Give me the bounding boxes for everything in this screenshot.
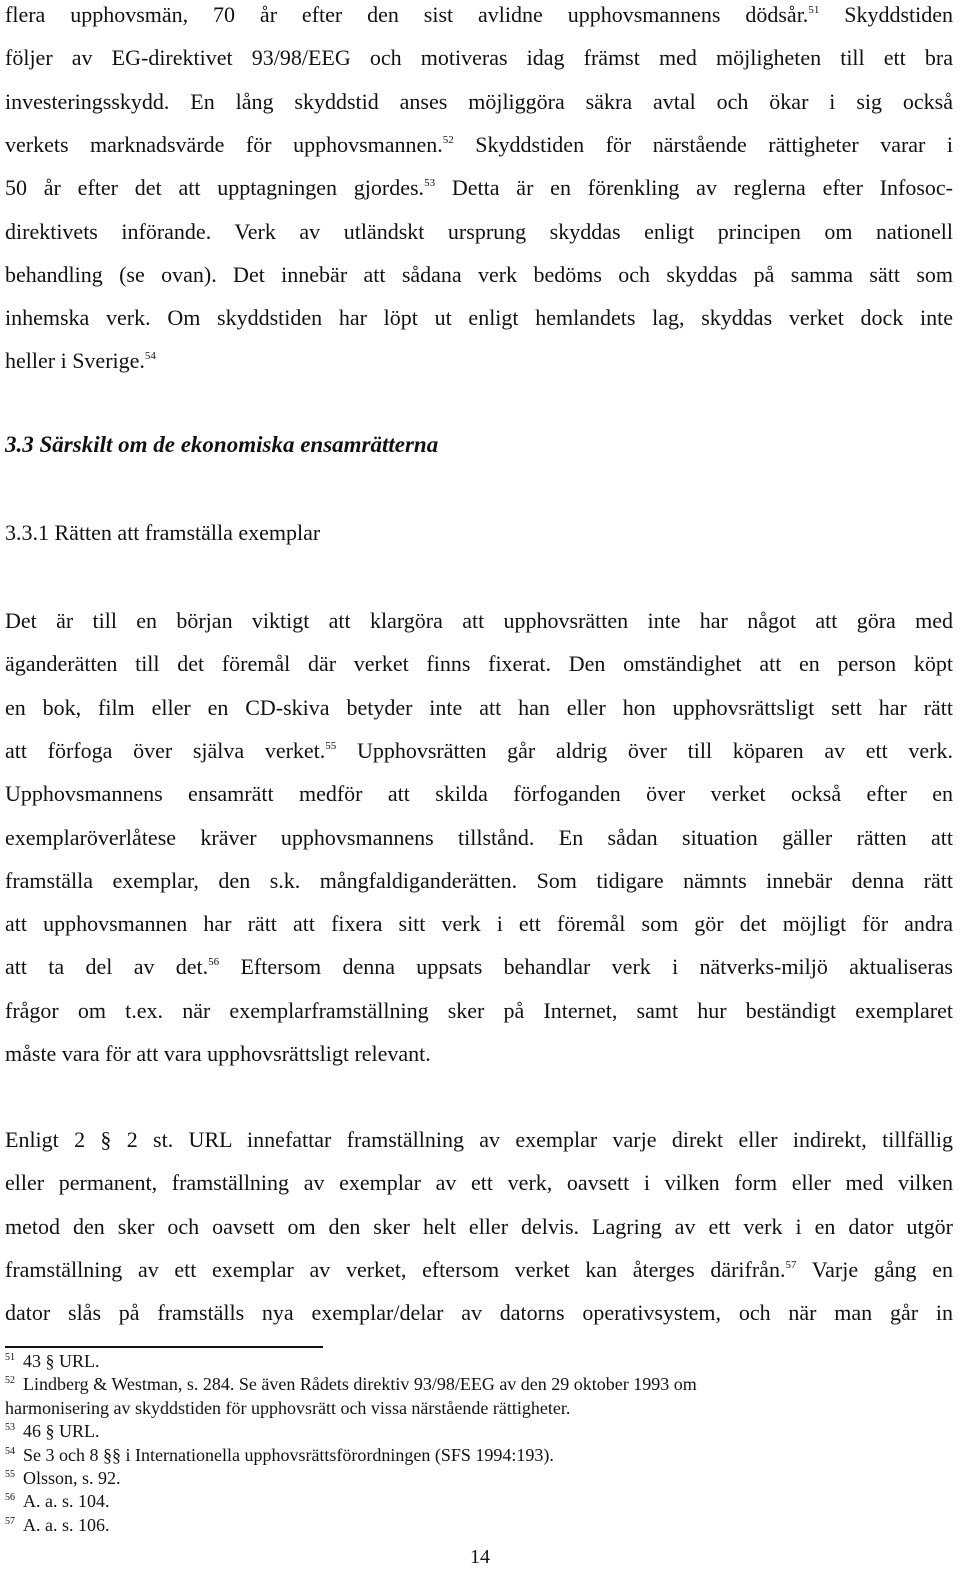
text-line bbox=[5, 911, 953, 937]
text-run: Skyddstiden för närstående rättigheter varar i bbox=[453, 131, 953, 157]
text-run: Eftersom denna uppsats behandlar verk i nätverks-miljö aktualiseras bbox=[219, 954, 953, 980]
footnote-text: A. a. s. 106. bbox=[23, 1514, 110, 1535]
footnote-number: 51 bbox=[5, 1352, 15, 1363]
footnote bbox=[5, 1373, 953, 1395]
text-line bbox=[5, 1214, 953, 1240]
footnote-ref: 55 bbox=[325, 739, 337, 752]
text-run: Upphovsrätten går aldrig över till köparen av ett verk. bbox=[336, 737, 953, 763]
footnote-text: Lindberg & Westman, s. 284. Se även Rådets direktiv 93/98/EEG av den 29 oktober 1993 om bbox=[23, 1374, 697, 1395]
text-run: dator slås på framställs nya exemplar/delar av datorns operativsystem, och när man går in bbox=[5, 1300, 953, 1326]
text-run: följer av EG-direktivet 93/98/EEG och motiveras idag främst med möjligheten till ett bra bbox=[5, 45, 953, 71]
footnote-ref: 52 bbox=[442, 133, 454, 146]
text-run: heller i Sverige. bbox=[5, 348, 145, 374]
footnote-number: 52 bbox=[5, 1375, 15, 1387]
footnote-number: 57 bbox=[5, 1515, 15, 1527]
text-run: äganderätten till det föremål där verket finns fixerat. Den omständighet att en person köpt bbox=[5, 651, 953, 677]
text-run: att förfoga över själva verket. bbox=[5, 737, 326, 763]
footnote-ref: 56 bbox=[208, 956, 220, 969]
page-number: 14 bbox=[470, 1546, 490, 1568]
text-line bbox=[5, 89, 953, 115]
text-line bbox=[5, 868, 953, 894]
text-run: framställning av ett exemplar av verket, eftersom verket kan återges därifrån. bbox=[5, 1256, 786, 1282]
footnote-number: 53 bbox=[5, 1422, 15, 1434]
footnote bbox=[5, 1397, 953, 1419]
text-line bbox=[5, 825, 953, 851]
text-run: behandling (se ovan). Det innebär att sådana verk bedöms och skyddas på samma sätt som bbox=[5, 261, 953, 287]
footnote bbox=[5, 1420, 953, 1442]
text-run: Enligt 2 § 2 st. URL innefattar framställning av exemplar varje direkt eller indirekt, tillfällig bbox=[5, 1127, 953, 1152]
text-run: att ta del av det. bbox=[5, 954, 209, 980]
footnote-number: 55 bbox=[5, 1469, 15, 1480]
footnote-ref: 54 bbox=[144, 350, 156, 363]
footnote bbox=[5, 1490, 953, 1512]
text-line bbox=[5, 608, 953, 634]
text-line bbox=[5, 348, 953, 374]
text-run: direktivets införande. Verk av utländskt ursprung skyddas enligt principen om nationell bbox=[5, 218, 953, 244]
text-run: Det är till en början viktigt att klargöra att upphovsrätten inte har något att göra med bbox=[5, 608, 953, 633]
subsection-heading: 3.3.1 Rätten att framställa exemplar bbox=[5, 520, 321, 545]
text-run: 50 år efter det att upptagningen gjordes. bbox=[5, 175, 425, 201]
footnote-text: harmonisering av skyddstiden för upphovsrätt och vissa närstående rättigheter. bbox=[5, 1397, 571, 1418]
text-line bbox=[5, 175, 953, 201]
text-line bbox=[5, 781, 953, 807]
text-run: Detta är en förenkling av reglerna efter Infosoc- bbox=[435, 175, 953, 201]
footnote-text: A. a. s. 104. bbox=[23, 1491, 110, 1512]
text-line bbox=[5, 1041, 953, 1067]
text-line bbox=[5, 132, 953, 158]
footnote-text: 46 § URL. bbox=[23, 1421, 100, 1442]
text-line bbox=[5, 651, 953, 677]
footnote bbox=[5, 1467, 953, 1489]
text-run: eller permanent, framställning av exemplar av ett verk, oavsett i vilken form eller med vilken bbox=[5, 1170, 953, 1196]
text-run: verkets marknadsvärde för upphovsmannen. bbox=[5, 131, 443, 157]
text-line bbox=[5, 954, 953, 980]
text-line bbox=[5, 1170, 953, 1196]
text-run: Varje gång en bbox=[796, 1256, 953, 1282]
text-line bbox=[5, 219, 953, 245]
text-run: att upphovsmannen har rätt att fixera sitt verk i ett föremål som gör det möjligt för andra bbox=[5, 911, 953, 937]
text-line bbox=[5, 305, 953, 331]
section-heading: 3.3 Särskilt om de ekonomiska ensamrätterna bbox=[5, 432, 439, 457]
text-line bbox=[5, 738, 953, 764]
text-run: investeringsskydd. En lång skyddstid anses möjliggöra säkra avtal och ökar i sig också bbox=[5, 88, 953, 114]
text-run: frågor om t.ex. när exemplarframställning sker på Internet, samt hur beständigt exemplaret bbox=[5, 997, 953, 1023]
text-run: framställa exemplar, den s.k. mångfaldiganderätten. Som tidigare nämnts innebär denna rätt bbox=[5, 867, 953, 893]
text-run: inhemska verk. Om skyddstiden har löpt ut enligt hemlandets lag, skyddas verket dock inte bbox=[5, 305, 953, 331]
text-line bbox=[5, 695, 953, 721]
text-line bbox=[5, 1300, 953, 1326]
footnote bbox=[5, 1444, 953, 1466]
footnote-ref: 53 bbox=[424, 177, 436, 190]
text-run: Upphovsmannens ensamrätt medför att skilda förfoganden över verket också efter en bbox=[5, 781, 953, 807]
text-run: exemplaröverlåtese kräver upphovsmannens tillstånd. En sådan situation gäller rätten att bbox=[5, 824, 953, 850]
text-run: måste vara för att vara upphovsrättsligt relevant. bbox=[5, 1041, 431, 1066]
text-line bbox=[5, 45, 953, 71]
footnote-text: 43 § URL. bbox=[23, 1351, 100, 1371]
footnote-ref: 57 bbox=[785, 1258, 797, 1271]
footnote-text: Se 3 och 8 §§ i Internationella upphovsrättsförordningen (SFS 1994:193). bbox=[23, 1444, 554, 1465]
footnote-separator bbox=[5, 1346, 323, 1348]
text-run: en bok, film eller en CD-skiva betyder inte att han eller hon upphovsrättsligt sett har rätt bbox=[5, 694, 953, 720]
text-line bbox=[5, 1127, 953, 1153]
footnote-text: Olsson, s. 92. bbox=[23, 1468, 121, 1488]
text-line bbox=[5, 2, 953, 28]
text-line bbox=[5, 1257, 953, 1283]
footnote-ref: 51 bbox=[808, 4, 820, 16]
text-line bbox=[5, 998, 953, 1024]
text-line bbox=[5, 262, 953, 288]
footnote bbox=[5, 1514, 953, 1536]
footnote-number: 56 bbox=[5, 1492, 15, 1504]
footnote-number: 54 bbox=[5, 1445, 15, 1457]
text-run: metod den sker och oavsett om den sker helt eller delvis. Lagring av ett verk i en dator utgör bbox=[5, 1213, 953, 1239]
footnote bbox=[5, 1350, 953, 1372]
text-run: flera upphovsmän, 70 år efter den sist avlidne upphovsmannens dödsår. bbox=[5, 2, 809, 27]
text-run: Skyddstiden bbox=[819, 2, 954, 27]
